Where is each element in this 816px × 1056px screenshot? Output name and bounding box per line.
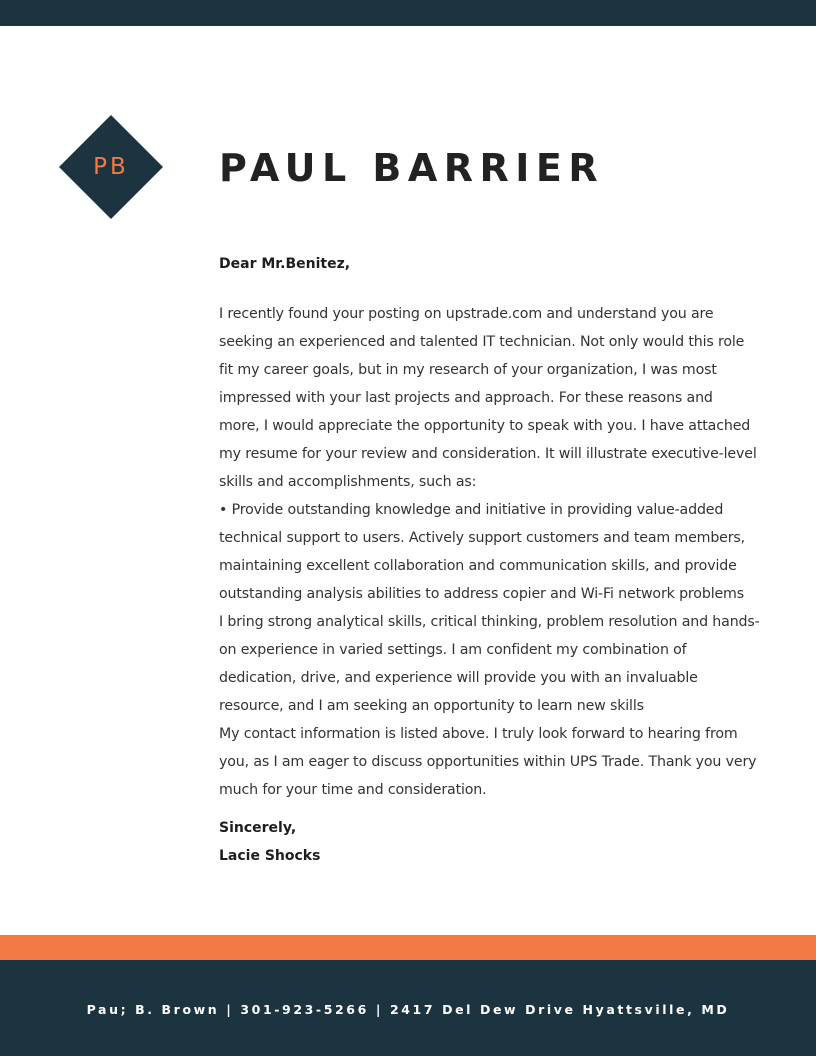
letter-line: technical support to users. Actively support customers and team members, [219,530,746,546]
letter-line: skills and accomplishments, such as: [219,474,477,490]
closing-block [219,814,764,870]
monogram-badge [59,115,163,219]
letter-line: on experience in varied settings. I am confident my combination of [219,642,687,658]
letter-line: my resume for your review and consideration. It will illustrate executive-level [219,446,757,462]
letter-line: outstanding analysis abilities to address copier and Wi-Fi network problems [219,586,744,602]
letter-line: My contact information is listed above. I truly look forward to hearing from [219,726,738,742]
letter-paragraphs [219,300,764,804]
letter-line: impressed with your last projects and approach. For these reasons and [219,390,713,406]
signature: Lacie Shocks [219,848,321,864]
letter-line: resource, and I am seeking an opportunity to learn new skills [219,698,644,714]
monogram-initials: PB [93,154,129,180]
letter-line: I bring strong analytical skills, critical thinking, problem resolution and hands- [219,614,760,630]
letter-line: • Provide outstanding knowledge and initiative in providing value-added [219,502,724,518]
letter-line: you, as I am eager to discuss opportunities within UPS Trade. Thank you very [219,754,757,770]
letter-line: seeking an experienced and talented IT technician. Not only would this role [219,334,745,350]
footer [0,960,816,1056]
letter-body [219,252,764,870]
top-bar [0,0,816,26]
accent-bar [0,935,816,960]
salutation: Dear Mr.Benitez, [219,256,351,272]
closing: Sincerely, [219,820,297,836]
letter-line: fit my career goals, but in my research of your organization, I was most [219,362,717,378]
letter-line: dedication, drive, and experience will provide you with an invaluable [219,670,698,686]
letter-line: I recently found your posting on upstrade.com and understand you are [219,306,714,322]
letter-line: more, I would appreciate the opportunity to speak with you. I have attached [219,418,751,434]
page-title: PAUL BARRIER [219,146,605,190]
letter-line: maintaining excellent collaboration and communication skills, and provide [219,558,737,574]
letter-line: much for your time and consideration. [219,782,487,798]
footer-contact: Pau; B. Brown | 301-923-5266 | 2417 Del Dew Drive Hyattsville, MD [86,1002,730,1017]
